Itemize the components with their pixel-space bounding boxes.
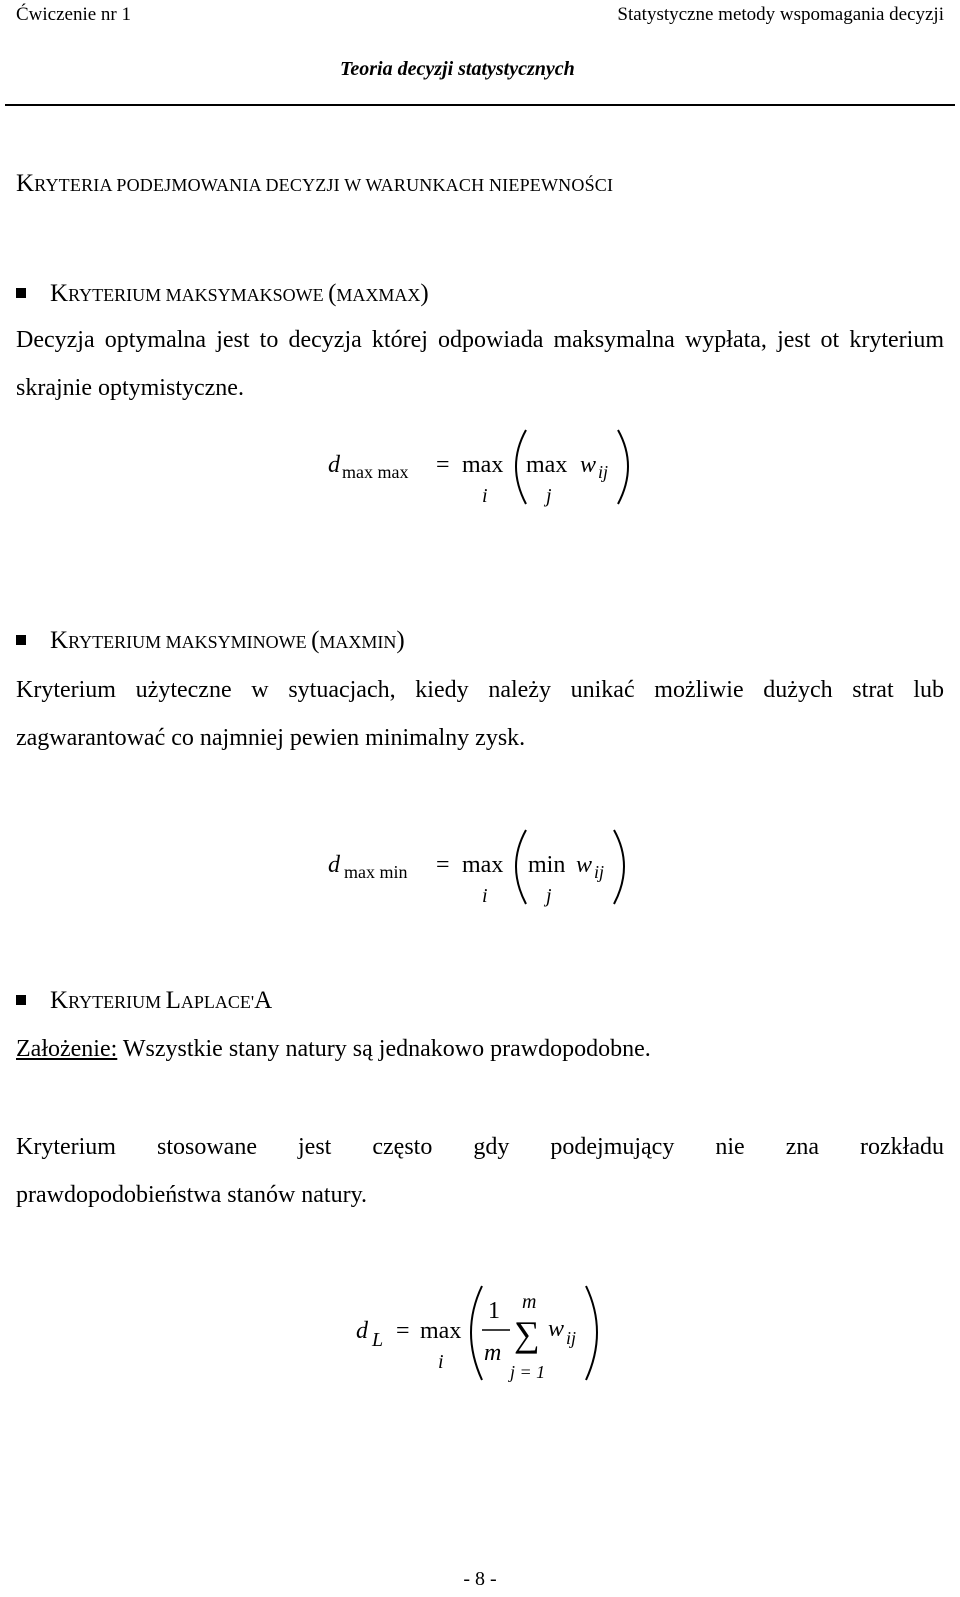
svg-text:ij: ij: [598, 462, 609, 482]
svg-text:d: d: [328, 852, 340, 878]
bullet-square-icon: [16, 288, 26, 298]
paragraph-maxmin: Kryterium użyteczne w sytuacjach, kiedy należy unikać możliwie dużych strat lub zagwarantować co najmniej pewien minimalny zysk.: [16, 677, 944, 751]
laplace-assumption: [16, 1036, 651, 1063]
assumption-label: Założenie:: [16, 1036, 118, 1062]
section-heading-laplace: KRYTERIUM LAPLACE'A: [16, 987, 272, 1015]
laplace-paragraph-line-1: Kryterium stosowane jest często gdy podejmujący nie zna rozkładu: [16, 1134, 944, 1160]
header-divider: [5, 104, 955, 106]
svg-text:m: m: [522, 1291, 537, 1313]
svg-text:i: i: [482, 485, 488, 507]
svg-text:∑: ∑: [514, 1314, 540, 1354]
svg-text:max: max: [420, 1318, 462, 1344]
svg-text:i: i: [438, 1351, 444, 1373]
svg-text:max: max: [462, 852, 504, 878]
svg-text:i: i: [482, 885, 488, 907]
header-course: Ćwiczenie nr 1: [16, 4, 132, 25]
svg-text:=: =: [436, 452, 450, 478]
svg-text:ij: ij: [594, 862, 605, 882]
svg-text:max min: max min: [344, 862, 408, 882]
svg-text:w: w: [580, 452, 597, 478]
svg-text:j: j: [546, 885, 552, 907]
svg-text:d: d: [356, 1318, 368, 1344]
section-heading-maxmax: KRYTERIUM MAKSYMAKSOWE (MAXMAX): [16, 280, 429, 308]
paragraph-maxmax: Decyzja optymalna jest to decyzja której odpowiada maksymalna wypłata, jest ot kryterium skrajnie optymistyczne.: [16, 327, 944, 401]
svg-text:1: 1: [488, 1298, 500, 1324]
bullet-square-icon: [16, 635, 26, 645]
header-subject: Statystyczne metody wspomagania decyzji: [617, 4, 944, 25]
assumption-text: Wszystkie stany natury są jednakowo prawdopodobne.: [117, 1036, 651, 1062]
svg-text:w: w: [548, 1316, 565, 1342]
svg-text:max max: max max: [342, 462, 409, 482]
svg-text:max: max: [526, 452, 568, 478]
header-topic: Teoria decyzji statystycznych: [340, 58, 575, 80]
svg-text:=: =: [436, 852, 450, 878]
section-heading-maxmin: KRYTERIUM MAKSYMINOWE (MAXMIN): [16, 627, 405, 655]
svg-text:min: min: [528, 852, 566, 878]
svg-text:d: d: [328, 452, 340, 478]
formula-maxmin: [320, 820, 650, 912]
svg-text:m: m: [484, 1340, 502, 1366]
svg-text:=: =: [396, 1318, 410, 1344]
svg-text:j = 1: j = 1: [510, 1362, 546, 1382]
svg-text:max: max: [462, 452, 504, 478]
svg-text:L: L: [372, 1329, 384, 1351]
page-number: - 8 -: [463, 1568, 497, 1590]
page-title: KRYTERIA PODEJMOWANIA DECYZJI W WARUNKACH NIEPEWNOŚCI: [16, 170, 614, 197]
formula-maxmax: [320, 420, 650, 512]
svg-text:ij: ij: [566, 1328, 577, 1348]
laplace-paragraph-line-2: prawdopodobieństwa stanów natury.: [16, 1182, 368, 1208]
formula-laplace: [350, 1280, 620, 1390]
svg-text:j: j: [546, 485, 552, 507]
svg-text:w: w: [576, 852, 593, 878]
bullet-square-icon: [16, 995, 26, 1005]
